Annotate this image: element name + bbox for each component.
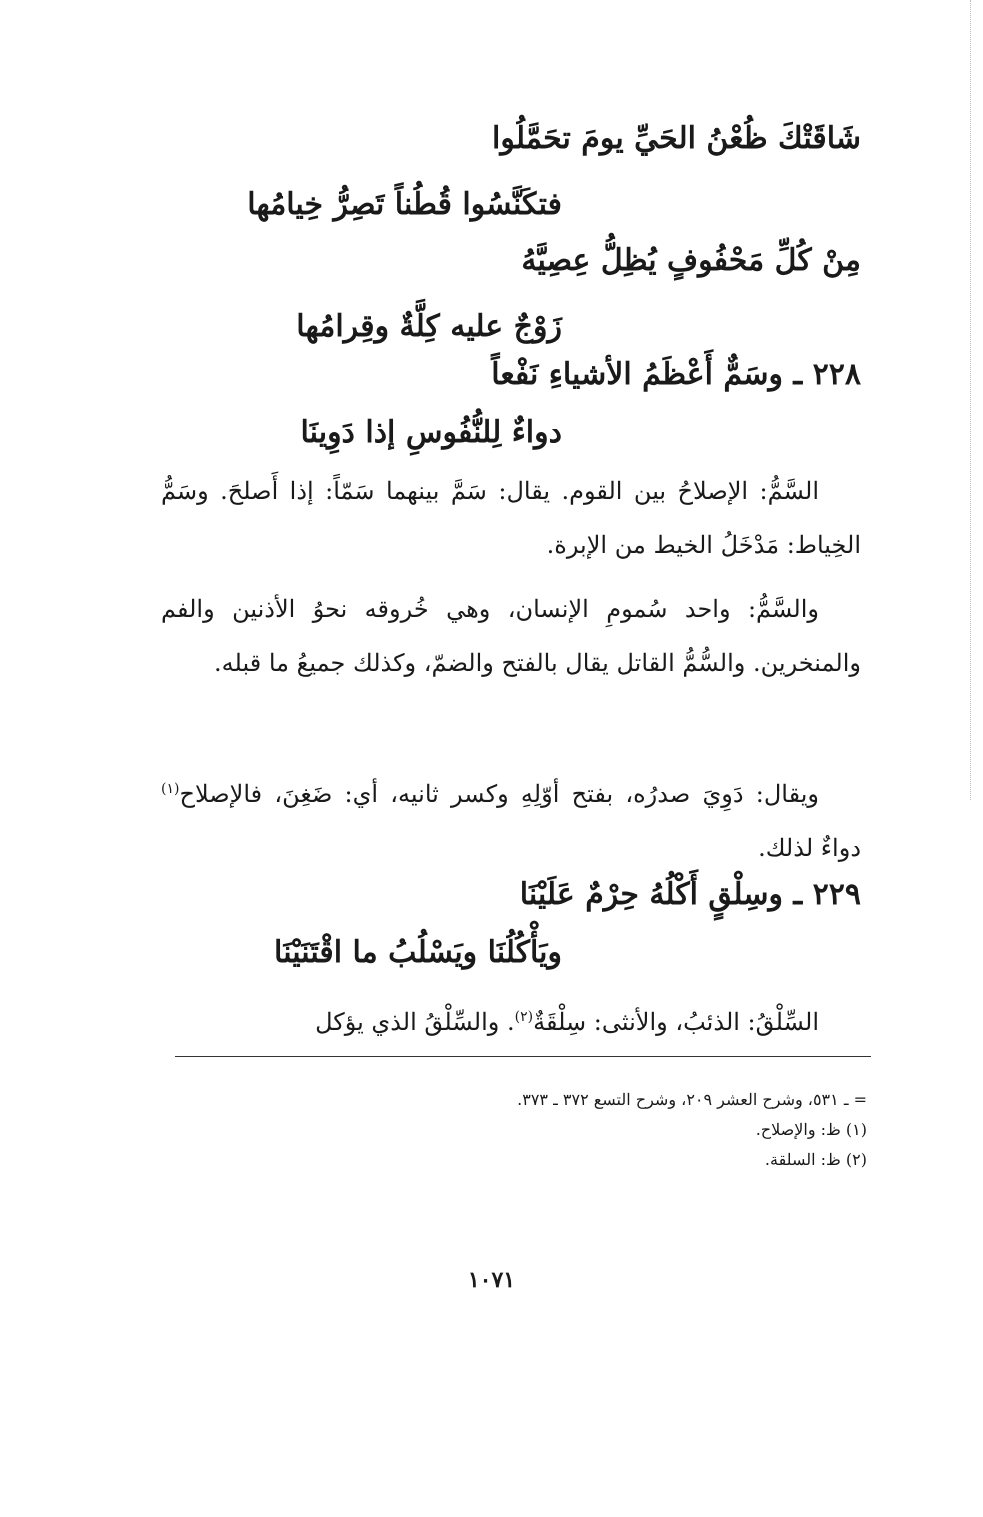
- verse-line-7: ٢٢٩ ـ وسِلْقٍ أَكْلُهُ حِرْمٌ عَلَيْنَا: [519, 877, 861, 912]
- paragraph-3-text: ويقال: دَوِيَ صدرُه، بفتح أوّلِهِ وكسر ثانيه، أي: ضَغِنَ، فالإصلاح: [179, 780, 819, 808]
- paragraph-4-text-end: . والسِّلْقُ الذي يؤكل: [315, 1008, 515, 1036]
- page-number: ١٠٧١: [467, 1267, 516, 1293]
- paragraph-4-text: السِّلْقُ: الذئبُ، والأنثى: سِلْقَةٌ: [533, 1008, 819, 1036]
- verse-line-2: فتكَنَّسُوا قُطُناً تَصِرُّ خِيامُها: [247, 187, 562, 222]
- paragraph-1: السَّمُّ: الإصلاحُ بين القوم. يقال: سَمَّ بينهما سَمّاً: إذا أَصلحَ. وسَمُّ الخِياط: مَدْخَلُ الخيط من الإبرة.: [161, 477, 861, 559]
- verse-line-6: دواءٌ لِلنُّفُوسِ إذا دَوِينَا: [300, 415, 562, 450]
- verse-line-8: ويَأْكُلُنَا ويَسْلُبُ ما اقْتَنَيْنَا: [274, 935, 562, 970]
- footnote-divider: [175, 1056, 871, 1057]
- verse-line-1: شَاقَتْكَ ظُعْنُ الحَيِّ يومَ تحَمَّلُوا: [491, 121, 861, 156]
- paragraph-4: [161, 990, 861, 1049]
- paragraph-3: [161, 762, 861, 875]
- footnote-2: (٢) ظ: السلقة.: [764, 1150, 867, 1169]
- verse-line-3: مِنْ كُلِّ مَحْفُوفٍ يُظِلُّ عِصِيَّهُ: [521, 243, 861, 278]
- verse-line-4: زَوْجٌ عليه كِلَّةٌ وقِرامُها: [296, 309, 562, 344]
- paragraph-2: والسَّمُّ: واحد سُمومِ الإنسان، وهي خُروقه نحوُ الأذنين والفم والمنخرين. والسُّمُّ القاتل يقال بالفتح والضمّ، وكذلك جميعُ ما قبله.: [161, 595, 861, 677]
- scan-edge-line: [970, 0, 971, 800]
- footnote-ref-1: (١): [161, 781, 180, 797]
- paragraph-3-text-end: دواءٌ لذلك.: [758, 834, 861, 862]
- verse-line-5: ٢٢٨ ـ وسَمٌّ أَعْظَمُ الأشياءِ نَفْعاً: [491, 357, 861, 392]
- footnote-continuation: = ـ ٥٣١، وشرح العشر ٢٠٩، وشرح التسع ٣٧٢ ـ ٣٧٣.: [517, 1090, 867, 1109]
- footnote-ref-2: (٢): [514, 1009, 534, 1025]
- footnote-1: (١) ظ: والإصلاح.: [755, 1120, 867, 1139]
